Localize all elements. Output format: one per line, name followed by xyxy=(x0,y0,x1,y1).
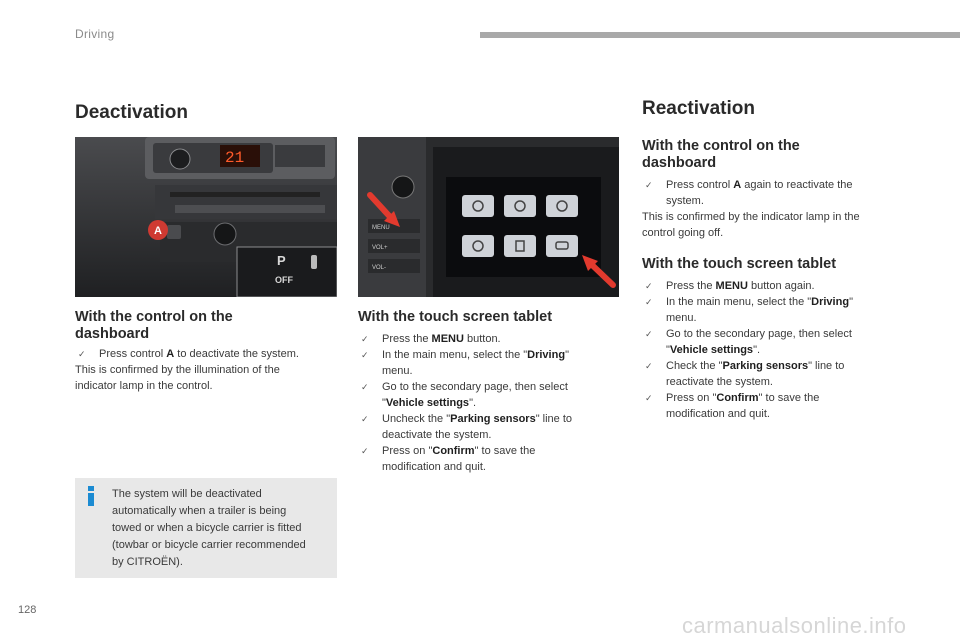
deactivation-tablet-heading: With the touch screen tablet xyxy=(358,309,553,325)
bullet-icon: ✓ xyxy=(361,350,369,360)
info-text: The system will be deactivated automatically when a trailer is being towed or when a bicycle carrier is fitted (towbar or bicycle carrier recommended by CITROËN). xyxy=(112,488,306,568)
reactivation-dashboard-heading: With the control on the dashboard xyxy=(642,138,800,171)
bullet-icon: ✓ xyxy=(645,361,653,371)
control-a-label: A xyxy=(154,225,162,237)
page-number: 128 xyxy=(18,604,37,616)
watermark: carmanualsonline.info xyxy=(682,613,907,638)
list-item: ✓ Go to the secondary page, then select "Vehicle settings". xyxy=(645,328,852,356)
list-item: ✓ Press the MENU button again. xyxy=(645,280,815,292)
deactivation-tablet-steps xyxy=(358,331,620,475)
deactivation-title: Deactivation xyxy=(75,102,188,123)
bullet-icon: ✓ xyxy=(361,414,369,424)
vol-down-label: VOL- xyxy=(372,265,387,271)
reactivation-tablet-steps xyxy=(642,278,902,422)
menu-button-label: MENU xyxy=(372,225,390,231)
list-item: ✓ Go to the secondary page, then select "Vehicle settings". xyxy=(361,381,568,409)
dashboard-photo-illustration xyxy=(75,137,337,297)
deactivation-dashboard-heading: With the control on the dashboard xyxy=(75,309,233,342)
reactivation-title: Reactivation xyxy=(642,98,755,119)
list-item: ✓ Press the MENU button. xyxy=(361,333,501,345)
dashboard-photo xyxy=(75,137,337,297)
bullet-icon: ✓ xyxy=(645,393,653,403)
info-icon xyxy=(86,486,96,506)
bullet-icon: ✓ xyxy=(645,329,653,339)
list-item: ✓ In the main menu, select the "Driving" menu. xyxy=(361,349,569,377)
list-item: ✓ Press on "Confirm" to save the modification and quit. xyxy=(645,392,820,420)
vol-up-label: VOL+ xyxy=(372,245,388,251)
touchscreen-photo-illustration xyxy=(358,137,619,297)
list-item: ✓ Press control A to deactivate the system. xyxy=(78,348,299,360)
svg-text:21: 21 xyxy=(225,149,245,167)
list-item: ✓ Check the "Parking sensors" line to reactivate the system. xyxy=(645,360,845,388)
sensor-off-label: OFF xyxy=(275,275,293,285)
info-box xyxy=(75,478,337,578)
bullet-icon: ✓ xyxy=(361,382,369,392)
header-bar xyxy=(480,32,960,38)
touchscreen-photo xyxy=(358,137,619,297)
bullet-icon: ✓ xyxy=(361,446,369,456)
list-item: ✓ Press control A again to reactivate the system. xyxy=(645,179,853,207)
list-item: ✓ In the main menu, select the "Driving" menu. xyxy=(645,296,853,324)
svg-text:P: P xyxy=(277,253,286,268)
reactivation-dashboard-text: ✓ Press control A again to reactivate the system. This is confirmed by the indicator lamp in the control going off. xyxy=(642,177,902,241)
bullet-icon: ✓ xyxy=(361,334,369,344)
list-item: ✓ Uncheck the "Parking sensors" line to deactivate the system. xyxy=(361,413,573,441)
section-label: Driving xyxy=(75,27,115,41)
bullet-icon: ✓ xyxy=(645,180,653,190)
list-item: ✓ Press on "Confirm" to save the modification and quit. xyxy=(361,445,536,473)
deactivation-dashboard-text: ✓ Press control A to deactivate the system. This is confirmed by the illumination of the indicator lamp in the control. xyxy=(75,346,337,394)
bullet-icon: ✓ xyxy=(78,349,86,359)
bullet-icon: ✓ xyxy=(645,281,653,291)
reactivation-tablet-heading: With the touch screen tablet xyxy=(642,256,837,272)
bullet-icon: ✓ xyxy=(645,297,653,307)
